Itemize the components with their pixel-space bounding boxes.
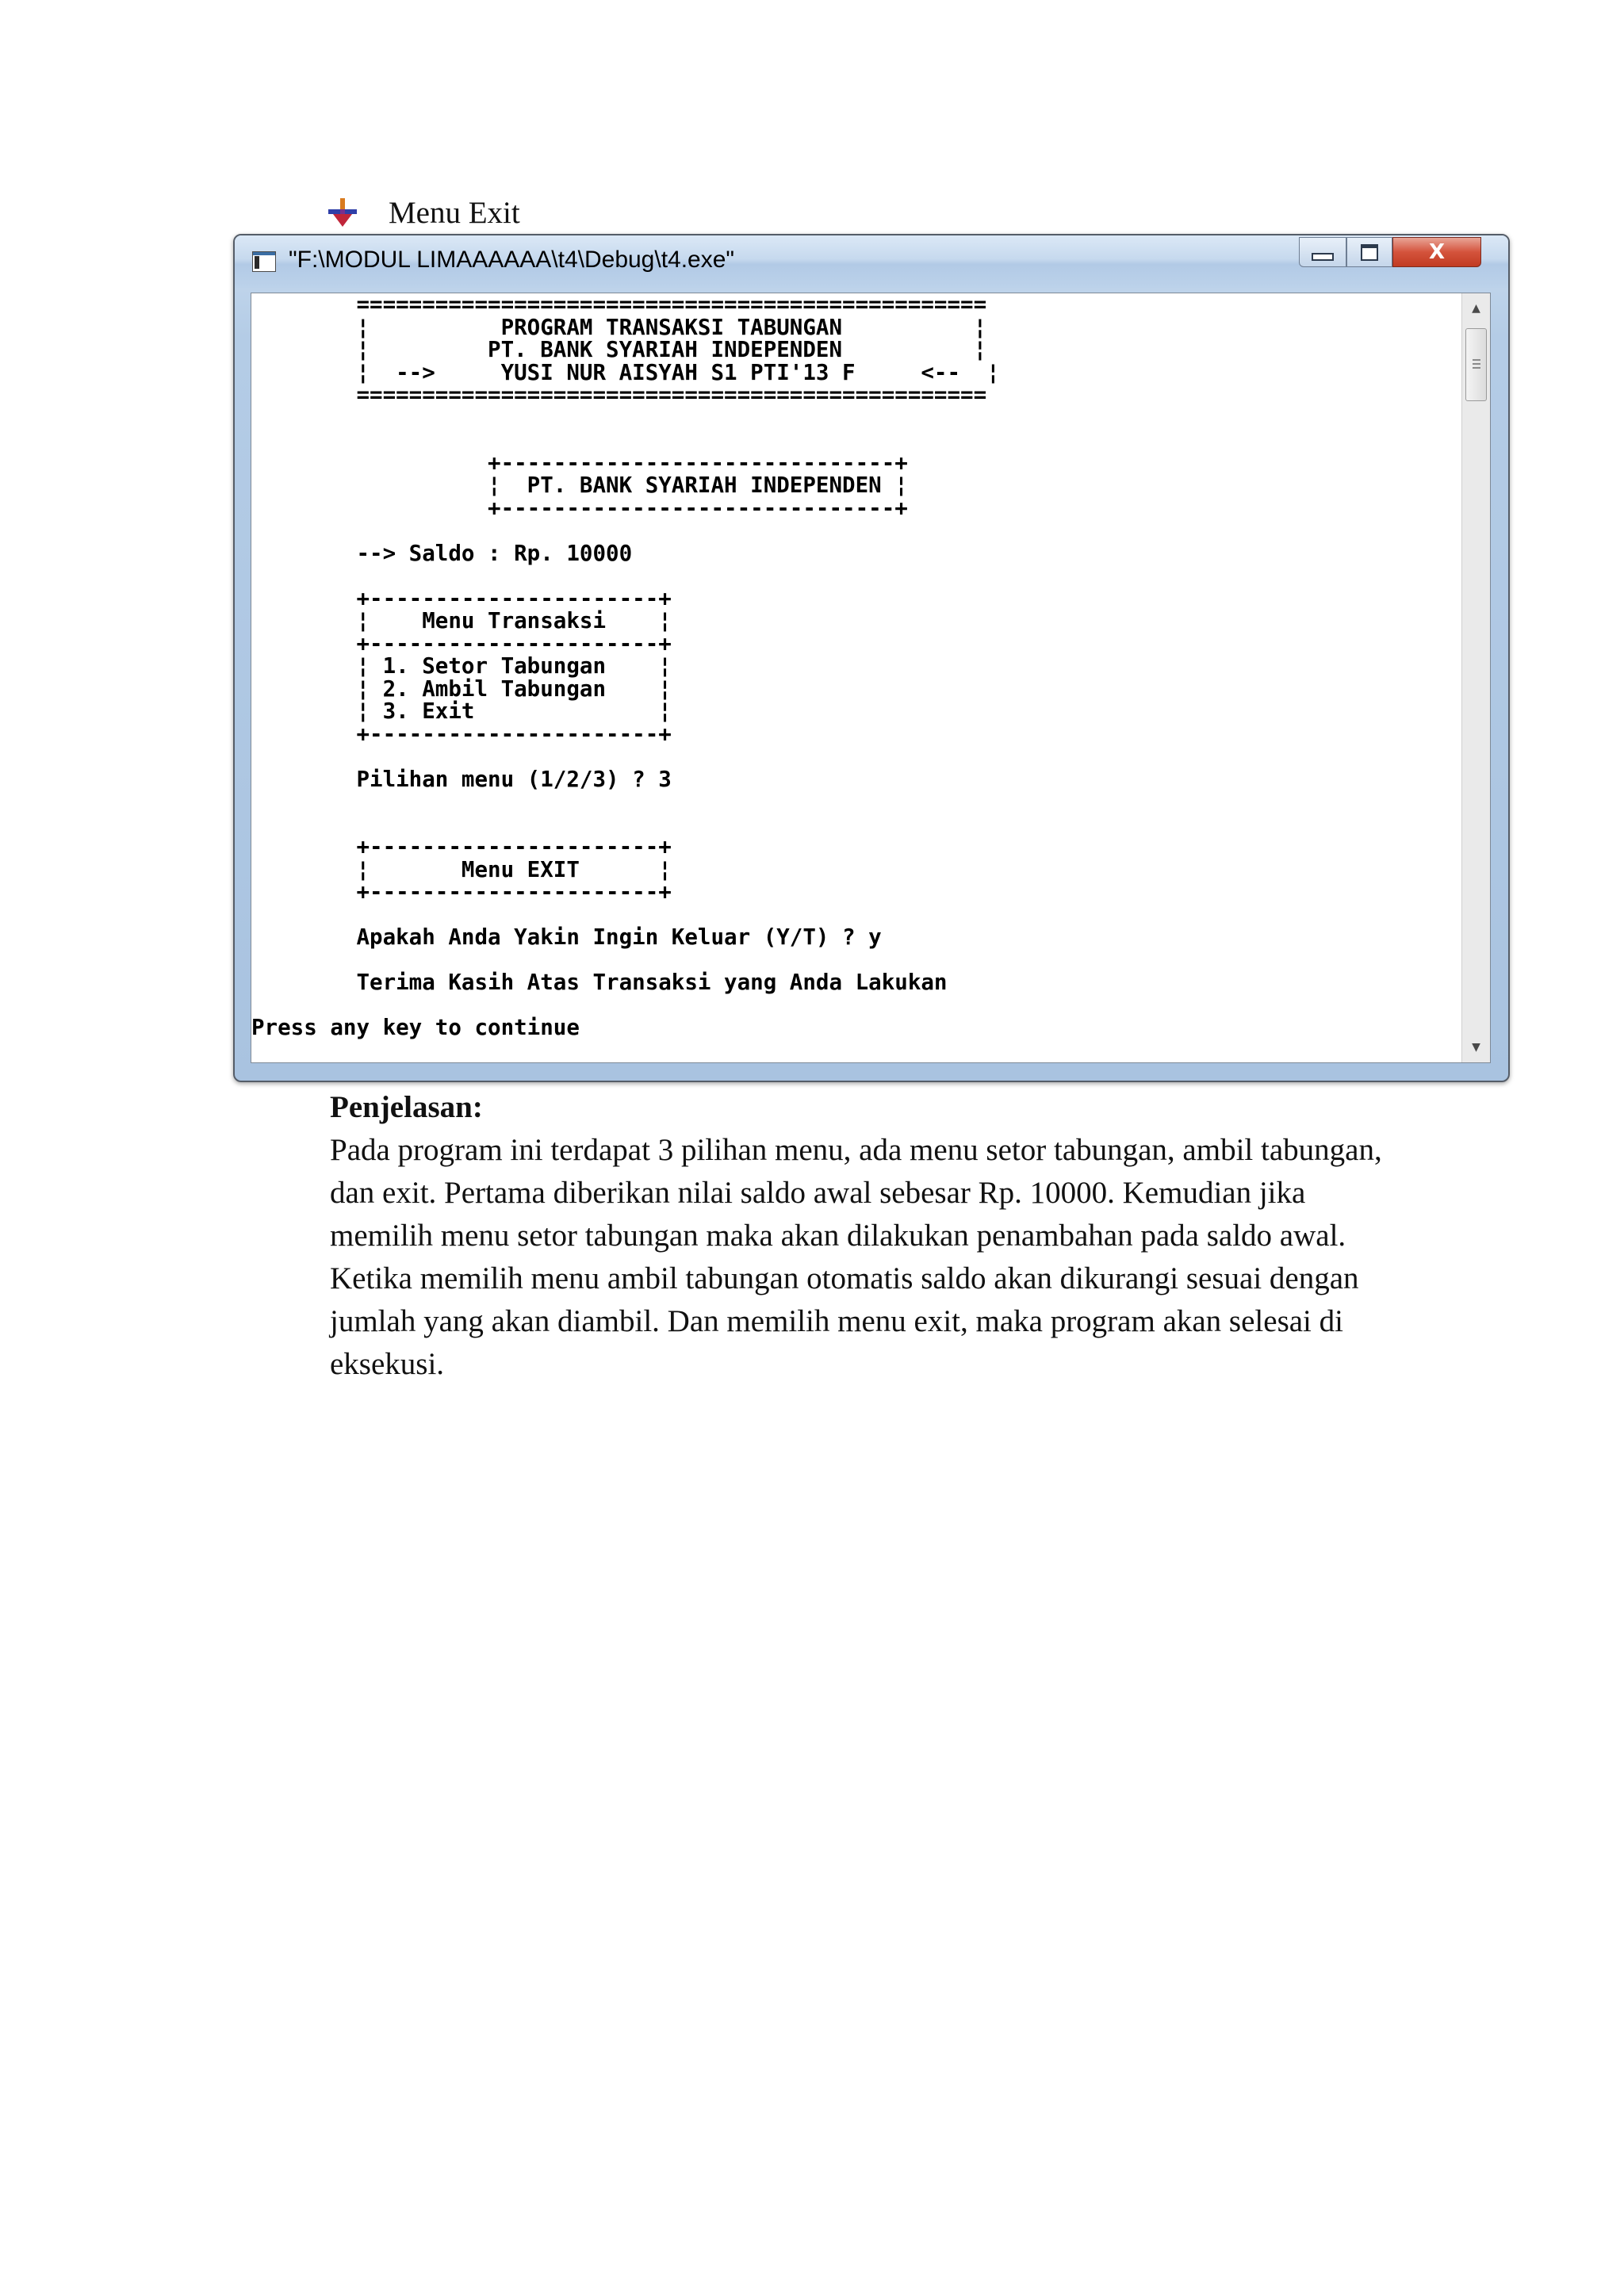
scroll-up-icon: ▲ [1472, 302, 1480, 315]
console-line: ¦ --> YUSI NUR AISYAH S1 PTI'13 F <-- ¦ [251, 359, 1000, 385]
console-line: +----------------------+ [251, 721, 672, 747]
scroll-thumb[interactable] [1465, 328, 1487, 401]
console-window [233, 234, 1510, 1082]
console-line: +----------------------+ [251, 630, 672, 656]
explanation-line: eksekusi. [330, 1347, 445, 1381]
console-line: ¦ 1. Setor Tabungan ¦ [251, 653, 672, 679]
console-line: ¦ PROGRAM TRANSAKSI TABUNGAN ¦ [251, 314, 987, 340]
console-client-area[interactable] [251, 293, 1491, 1063]
console-line: ¦ Menu EXIT ¦ [251, 856, 672, 882]
console-line: ¦ PT. BANK SYARIAH INDEPENDEN ¦ [251, 337, 987, 362]
console-line: +----------------------+ [251, 834, 672, 859]
console-line: --> Saldo : Rp. 10000 [251, 540, 633, 566]
explanation-block [330, 1086, 1496, 1386]
console-line: Apakah Anda Yakin Ingin Keluar (Y/T) ? y [251, 924, 882, 950]
console-output [251, 293, 1461, 1062]
console-line: ================================================ [251, 293, 987, 317]
explanation-line: dan exit. Pertama diberikan nilai saldo awal sebesar Rp. 10000. Kemudian jika [330, 1176, 1306, 1210]
console-line: Terima Kasih Atas Transaksi yang Anda Lakukan [251, 970, 948, 995]
scroll-grip-icon [1473, 359, 1480, 369]
arrow-bullet-icon [327, 197, 358, 228]
section-heading [327, 190, 520, 235]
console-line: Press any key to continue [251, 1015, 580, 1040]
console-line: +------------------------------+ [251, 495, 908, 521]
console-app-icon[interactable] [252, 251, 276, 272]
explanation-body [330, 1129, 1496, 1386]
maximize-button[interactable] [1346, 237, 1392, 267]
console-line: +----------------------+ [251, 879, 672, 905]
scroll-up-button[interactable] [1462, 295, 1490, 322]
maximize-icon [1361, 244, 1378, 261]
minimize-icon [1312, 253, 1334, 261]
explanation-line: memilih menu setor tabungan maka akan dilakukan penambahan pada saldo awal. [330, 1219, 1346, 1253]
vertical-scrollbar[interactable] [1461, 293, 1490, 1062]
minimize-button[interactable] [1299, 237, 1346, 267]
console-line: ================================================ [251, 382, 987, 408]
scroll-down-button[interactable] [1462, 1034, 1490, 1061]
explanation-heading: Penjelasan: [330, 1090, 483, 1124]
explanation-line: jumlah yang akan diambil. Dan memilih menu exit, maka program akan selesai di [330, 1304, 1343, 1338]
explanation-line: Ketika memilih menu ambil tabungan otomatis saldo akan dikurangi sesuai dengan [330, 1261, 1359, 1295]
close-icon: X [1428, 240, 1446, 264]
console-line: +----------------------+ [251, 585, 672, 611]
scroll-down-icon: ▼ [1472, 1041, 1480, 1054]
console-line: ¦ 3. Exit ¦ [251, 698, 672, 724]
close-button[interactable] [1392, 237, 1481, 267]
console-line: ¦ Menu Transaksi ¦ [251, 608, 672, 633]
console-line: +------------------------------+ [251, 450, 908, 476]
window-title: "F:\MODUL LIMAAAAAA\t4\Debug\t4.exe" [289, 247, 735, 273]
console-line: Pilihan menu (1/2/3) ? 3 [251, 766, 672, 792]
window-titlebar[interactable] [235, 235, 1508, 288]
section-heading-label: Menu Exit [389, 195, 520, 230]
console-line: ¦ 2. Ambil Tabungan ¦ [251, 675, 672, 702]
console-line: ¦ PT. BANK SYARIAH INDEPENDEN ¦ [251, 473, 908, 498]
explanation-line: Pada program ini terdapat 3 pilihan menu, ada menu setor tabungan, ambil tabungan, [330, 1133, 1382, 1167]
